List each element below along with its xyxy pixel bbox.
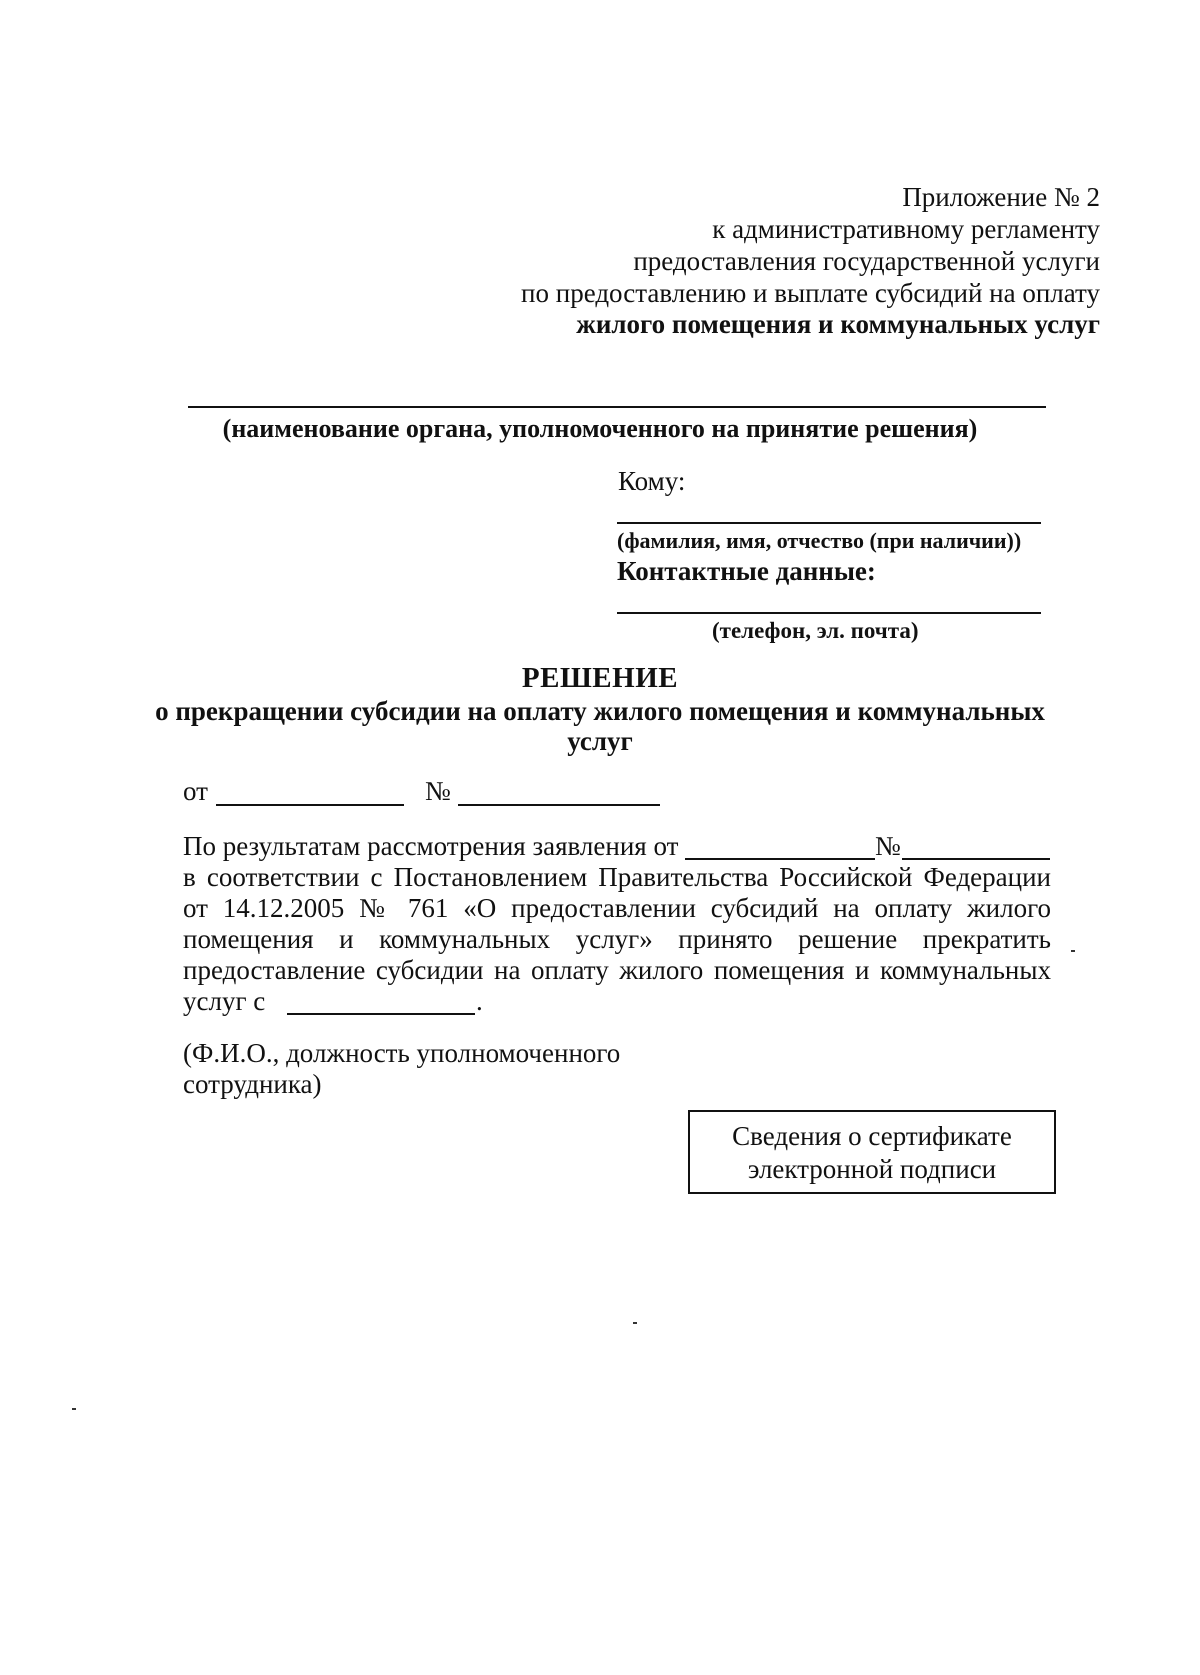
authority-name-rule: [188, 406, 1046, 408]
contacts-rule: [617, 612, 1041, 614]
header-regulation-line: к административному регламенту: [712, 214, 1100, 244]
to-label: Кому:: [618, 466, 686, 496]
application-date-blank: [685, 858, 875, 860]
contacts-label: Контактные данные:: [617, 556, 876, 586]
header-housing-line: жилого помещения и коммунальных услуг: [576, 309, 1100, 339]
decision-subtitle-line2: услуг: [567, 726, 633, 756]
body-line-5: предоставление субсидии на оплату жилого помещения и коммунальных: [183, 955, 1051, 985]
body-line-3: от 14.12.2005 № 761 «О предоставлении субсидий на оплату жилого: [183, 893, 1051, 923]
contacts-caption: (телефон, эл. почта): [712, 618, 919, 643]
body-line-6-suffix: .: [476, 986, 483, 1016]
signatory-line-1: (Ф.И.О., должность уполномоченного: [183, 1038, 621, 1068]
termination-date-blank: [287, 1013, 475, 1015]
body-line-4: помещения и коммунальных услуг» принято решение прекратить: [183, 924, 1051, 954]
decision-subtitle-line1: о прекращении субсидии на оплату жилого помещения и коммунальных: [155, 696, 1045, 726]
decision-title: РЕШЕНИЕ: [521, 662, 679, 694]
recipient-name-caption: (фамилия, имя, отчество (при наличии)): [617, 528, 1022, 553]
certificate-line-1: Сведения о сертификате: [732, 1121, 1012, 1151]
header-subsidy-line: по предоставлению и выплате субсидий на оплату: [521, 278, 1100, 308]
decision-date-blank: [216, 804, 404, 806]
body-line-6-prefix: услуг с: [183, 986, 266, 1016]
authority-caption: (наименование органа, уполномоченного на принятие решения): [222, 414, 978, 443]
application-number-sign: №: [875, 831, 901, 861]
decision-date-prefix: от: [183, 776, 208, 806]
recipient-name-rule: [617, 522, 1041, 524]
certificate-line-2: электронной подписи: [747, 1154, 997, 1184]
body-line-2: в соответствии с Постановлением Правительства Российской Федерации: [183, 862, 1051, 892]
body-line-1-prefix: По результатам рассмотрения заявления от: [183, 831, 679, 861]
signatory-line-2: сотрудника): [183, 1069, 322, 1099]
decision-number-sign: №: [425, 776, 451, 806]
signature-certificate-box: [688, 1110, 1056, 1194]
scan-speck: [72, 1408, 76, 1410]
decision-number-blank: [458, 804, 660, 806]
application-number-blank: [902, 858, 1050, 860]
scan-speck: [1071, 950, 1075, 952]
scan-speck: [633, 1322, 637, 1324]
header-service-line: предоставления государственной услуги: [633, 246, 1100, 276]
appendix-number: Приложение № 2: [902, 182, 1100, 212]
